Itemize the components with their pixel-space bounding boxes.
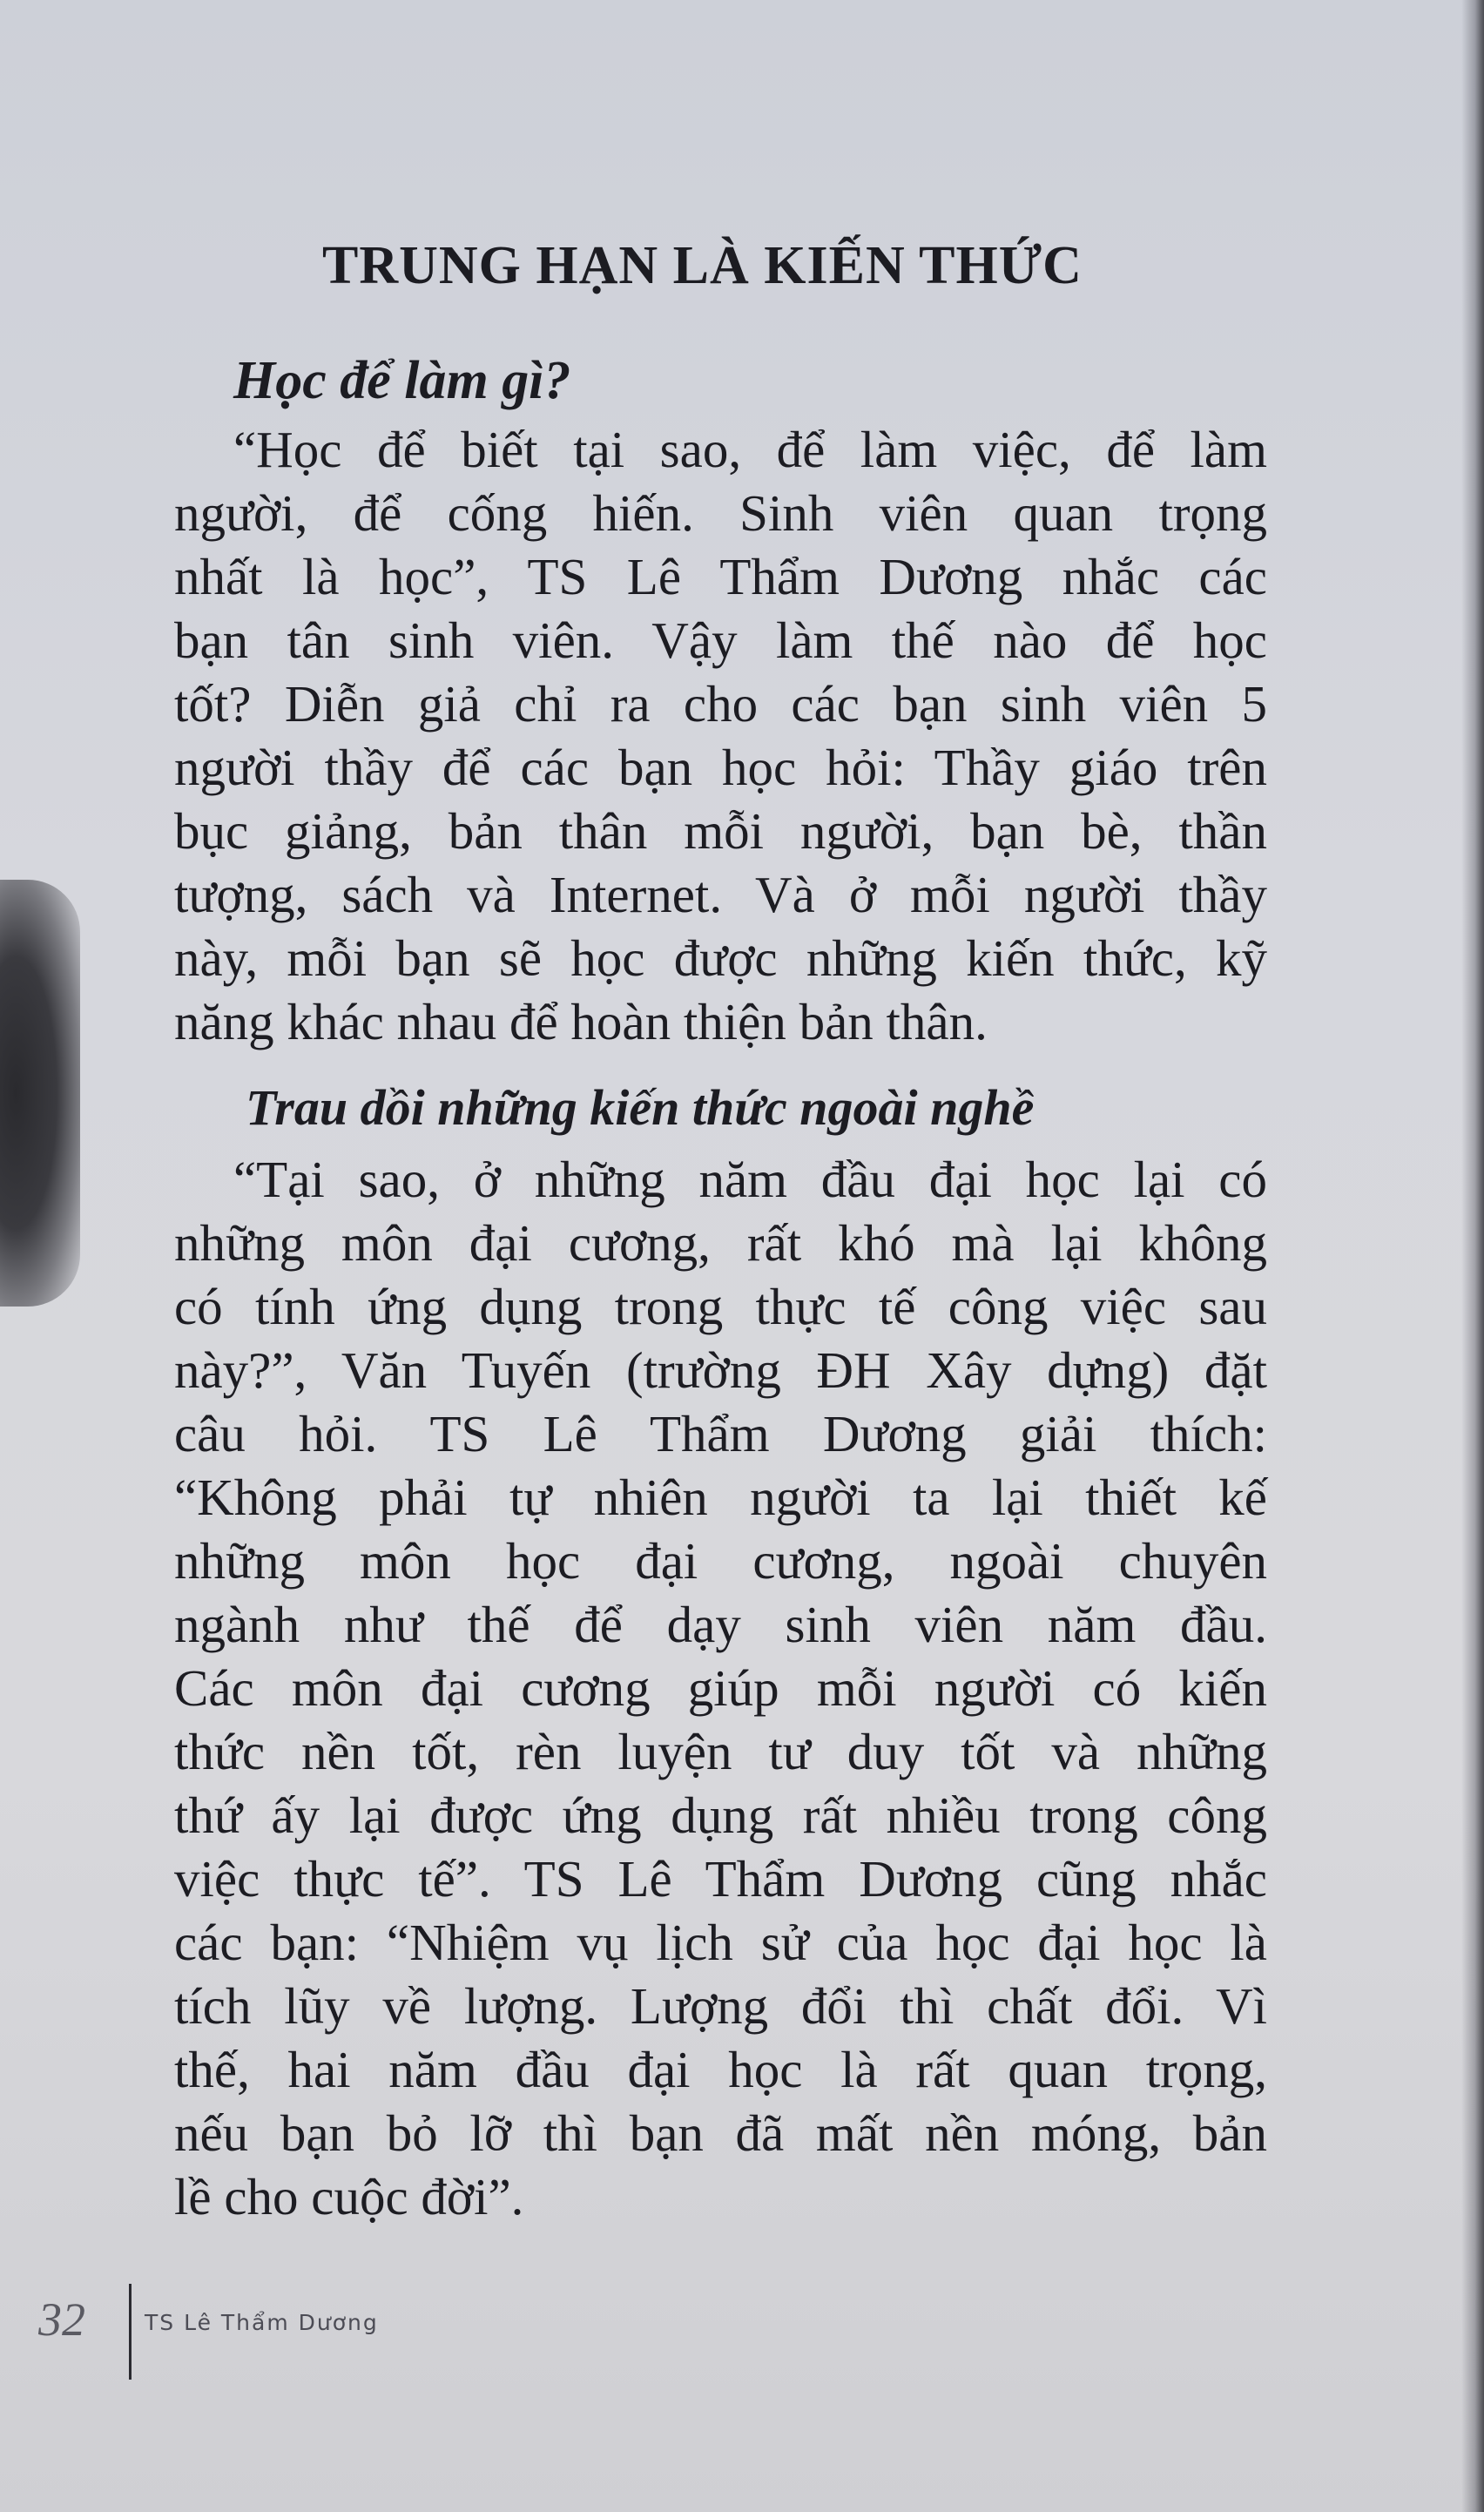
text-line: tích lũy về lượng. Lượng đổi thì chất đổi. Vì: [174, 1977, 1267, 2035]
text-line: năng khác nhau để hoàn thiện bản thân.: [174, 993, 988, 1050]
text-line: thứ ấy lại được ứng dụng rất nhiều trong công: [174, 1786, 1267, 1844]
text-line: người, để cống hiến. Sinh viên quan trọng: [174, 484, 1267, 542]
section-heading-trau-doi: Trau dồi những kiến thức ngoài nghề: [246, 1079, 1035, 1136]
text-line: câu hỏi. TS Lê Thẩm Dương giải thích:: [174, 1405, 1267, 1462]
text-line: thức nền tốt, rèn luyện tư duy tốt và những: [174, 1723, 1267, 1780]
text-line: lề cho cuộc đời”.: [174, 2168, 524, 2225]
text-line: Các môn đại cương giúp mỗi người có kiến: [174, 1659, 1267, 1717]
text-line: các bạn: “Nhiệm vụ lịch sử của học đại học là: [174, 1914, 1267, 1971]
text-line: này, mỗi bạn sẽ học được những kiến thức, kỹ: [174, 929, 1267, 987]
text-line: bục giảng, bản thân mỗi người, bạn bè, thần: [174, 802, 1267, 860]
text-line: tượng, sách và Internet. Và ở mỗi người thầy: [174, 866, 1267, 923]
text-line: nếu bạn bỏ lỡ thì bạn đã mất nền móng, bản: [174, 2104, 1267, 2162]
thumb-shadow: [0, 880, 80, 1307]
text-line: thế, hai năm đầu đại học là rất quan trọng,: [174, 2041, 1267, 2098]
text-line: có tính ứng dụng trong thực tế công việc sau: [174, 1278, 1267, 1335]
page-edge-shadow: [1461, 0, 1484, 2512]
text-line: những môn đại cương, rất khó mà lại không: [174, 1214, 1267, 1272]
text-line: “Tại sao, ở những năm đầu đại học lại có: [233, 1151, 1267, 1208]
text-line: việc thực tế”. TS Lê Thẩm Dương cũng nhắc: [174, 1850, 1267, 1908]
text-line: này?”, Văn Tuyến (trường ĐH Xây dựng) đặt: [174, 1341, 1267, 1399]
section-heading-hoc-de-lam-gi: Học để làm gì?: [233, 351, 571, 410]
chapter-title: TRUNG HẠN LÀ KIẾN THỨC: [322, 236, 1083, 295]
text-line: ngành như thế để dạy sinh viên năm đầu.: [174, 1596, 1267, 1653]
text-line: “Không phải tự nhiên người ta lại thiết kế: [174, 1469, 1267, 1526]
section1-paragraph: [174, 418, 1267, 1054]
text-line: bạn tân sinh viên. Vậy làm thế nào để học: [174, 611, 1267, 669]
text-line: người thầy để các bạn học hỏi: Thầy giáo trên: [174, 739, 1267, 796]
running-head: TS Lê Thẩm Dương: [145, 2310, 379, 2335]
text-line: nhất là học”, TS Lê Thẩm Dương nhắc các: [174, 548, 1267, 605]
text-line: tốt? Diễn giả chỉ ra cho các bạn sinh viên 5: [174, 675, 1267, 733]
page-number: 32: [38, 2293, 85, 2346]
section2-paragraph: [174, 1148, 1267, 2229]
footer-divider: [129, 2284, 132, 2380]
text-line: những môn học đại cương, ngoài chuyên: [174, 1532, 1267, 1590]
text-line: “Học để biết tại sao, để làm việc, để làm: [233, 421, 1267, 478]
